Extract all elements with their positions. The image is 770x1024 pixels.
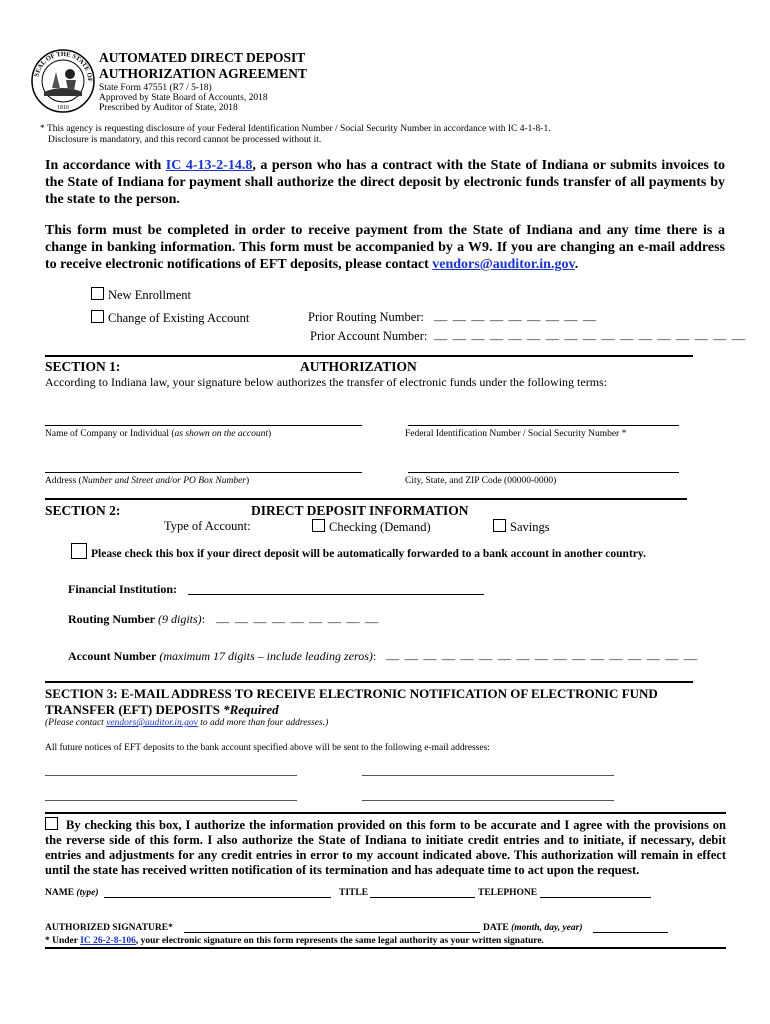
section3-text: All future notices of EFT deposits to the bank account specified above will be sent to the following e-mail addresses: xyxy=(45,743,490,753)
section2-title: DIRECT DEPOSIT INFORMATION xyxy=(251,503,469,518)
email-input-1[interactable] xyxy=(45,775,297,776)
routing-number-field[interactable]: __ __ __ __ __ __ __ __ __ xyxy=(216,612,378,626)
name-label: NAME (type) xyxy=(45,888,99,898)
intro-paragraph-2: This form must be completed in order to receive payment from the State of Indiana and any time there is a change in banking information. This form must be accompanied by a W9. If you are changing an e-mail address to receive electronic notifications of EFT deposits, please contact vendors@auditor.in.gov. xyxy=(45,223,725,272)
authorization-text: By checking this box, I authorize the information provided on this form to be accurate and I agree with the provisions on the reverse side of this form. I also authorize the State of Indiana to initiate credit entries and to initiate, if necessary, debit entries and adjustments for any credit entries in error to my account indicated above. This authorization will remain in effect until the state has received written notification of its termination and has adequate time to act upon the request. xyxy=(45,818,726,877)
prescribed-by: Prescribed by Auditor of State, 2018 xyxy=(99,103,238,113)
section1-rule xyxy=(45,355,693,357)
vendors-email-link[interactable]: vendors@auditor.in.gov xyxy=(432,257,575,272)
fein-ssn-input[interactable] xyxy=(408,425,679,426)
statute-link[interactable]: IC 4-13-2-14.8 xyxy=(165,158,253,173)
new-enrollment-checkbox[interactable] xyxy=(91,287,104,300)
prior-routing-field[interactable]: __ __ __ __ __ __ __ __ __ xyxy=(434,310,596,324)
telephone-input[interactable] xyxy=(540,897,651,898)
checking-checkbox[interactable] xyxy=(312,519,325,532)
section1-text: According to Indiana law, your signature below authorizes the transfer of electronic funds under the following terms: xyxy=(45,375,608,389)
company-name-input[interactable] xyxy=(45,425,362,426)
email-input-4[interactable] xyxy=(362,800,614,801)
city-state-zip-input[interactable] xyxy=(408,472,679,473)
section2-label: SECTION 2: xyxy=(45,503,121,518)
account-type-label: Type of Account: xyxy=(164,519,251,533)
financial-institution-input[interactable] xyxy=(188,594,484,595)
foreign-account-option[interactable]: Please check this box if your direct deposit will be automatically forwarded to a bank account in another country. xyxy=(71,543,646,560)
authorization-checkbox[interactable] xyxy=(45,817,58,830)
section1-title: AUTHORIZATION xyxy=(300,359,417,374)
telephone-label: TELEPHONE xyxy=(478,888,538,898)
section3-title-line2: TRANSFER (EFT) DEPOSITS *Required xyxy=(45,702,279,717)
savings-checkbox[interactable] xyxy=(493,519,506,532)
date-label: DATE (month, day, year) xyxy=(483,923,583,933)
section2-rule xyxy=(45,498,687,500)
disclosure-line2: Disclosure is mandatory, and this record cannot be processed without it. xyxy=(48,135,322,145)
prior-routing-label: Prior Routing Number: xyxy=(308,310,424,324)
seal-year: 1816 xyxy=(57,105,69,111)
vendors-email-link-2[interactable]: vendors@auditor.in.gov xyxy=(106,718,198,728)
seal-text: SEAL OF THE STATE OF xyxy=(33,50,94,82)
state-seal xyxy=(30,48,96,114)
company-name-label: Name of Company or Individual (as shown on the account) xyxy=(45,429,272,439)
fein-ssn-label: Federal Identification Number / Social Security Number * xyxy=(405,429,627,439)
change-account-option[interactable]: Change of Existing Account xyxy=(91,310,249,326)
email-input-2[interactable] xyxy=(362,775,614,776)
disclosure-line1: * This agency is requesting disclosure of your Federal Identification Number / Social Security Number in accordance with IC 4-1-8-1. xyxy=(40,124,551,134)
savings-option[interactable]: Savings xyxy=(493,519,550,535)
address-label: Address (Number and Street and/or PO Box Number) xyxy=(45,476,250,486)
change-account-checkbox[interactable] xyxy=(91,310,104,323)
prior-account-label: Prior Account Number: xyxy=(310,329,428,343)
date-input[interactable] xyxy=(593,932,668,933)
account-number-label: Account Number (maximum 17 digits – include leading zeros): xyxy=(68,649,377,663)
footer-rule xyxy=(45,947,726,949)
esignature-statute-link[interactable]: IC 26-2-8-106 xyxy=(80,936,136,946)
authorization-rule xyxy=(45,812,726,814)
form-title-line2: AUTHORIZATION AGREEMENT xyxy=(99,66,307,81)
signature-label: AUTHORIZED SIGNATURE* xyxy=(45,923,173,933)
section3-rule xyxy=(45,681,693,683)
approved-by: Approved by State Board of Accounts, 2018 xyxy=(99,93,268,103)
name-input[interactable] xyxy=(104,897,331,898)
prior-account-field[interactable]: __ __ __ __ __ __ __ __ __ __ __ __ __ __ __ __ __ xyxy=(434,329,745,343)
new-enrollment-option[interactable]: New Enrollment xyxy=(91,287,191,303)
account-number-field[interactable]: __ __ __ __ __ __ __ __ __ __ __ __ __ __ __ __ __ xyxy=(386,649,697,663)
checking-option[interactable]: Checking (Demand) xyxy=(312,519,431,535)
section3-note: (Please contact vendors@auditor.in.gov to add more than four addresses.) xyxy=(45,718,329,728)
signature-input[interactable] xyxy=(184,932,480,933)
title-input[interactable] xyxy=(370,897,475,898)
financial-institution-label: Financial Institution: xyxy=(68,582,178,596)
section3-title-line1: SECTION 3: E-MAIL ADDRESS TO RECEIVE ELECTRONIC NOTIFICATION OF ELECTRONIC FUND xyxy=(45,686,658,701)
esignature-footnote: * Under IC 26-2-8-106, your electronic signature on this form represents the same legal authority as your written signature. xyxy=(45,936,544,946)
email-input-3[interactable] xyxy=(45,800,297,801)
address-input[interactable] xyxy=(45,472,362,473)
section1-label: SECTION 1: xyxy=(45,359,121,374)
form-number: State Form 47551 (R7 / 5-18) xyxy=(99,83,212,93)
intro-paragraph-1: In accordance with IC 4-13-2-14.8, a person who has a contract with the State of Indiana or submits invoices to the State of Indiana for payment shall authorize the direct deposit by electronic funds transfer of all payments by the state to the person. xyxy=(45,158,726,207)
title-label: TITLE xyxy=(339,888,369,898)
city-state-zip-label: City, State, and ZIP Code (00000-0000) xyxy=(405,476,557,486)
form-title-line1: AUTOMATED DIRECT DEPOSIT xyxy=(99,50,306,65)
foreign-account-checkbox[interactable] xyxy=(71,543,87,559)
routing-number-label: Routing Number (9 digits): xyxy=(68,612,206,626)
